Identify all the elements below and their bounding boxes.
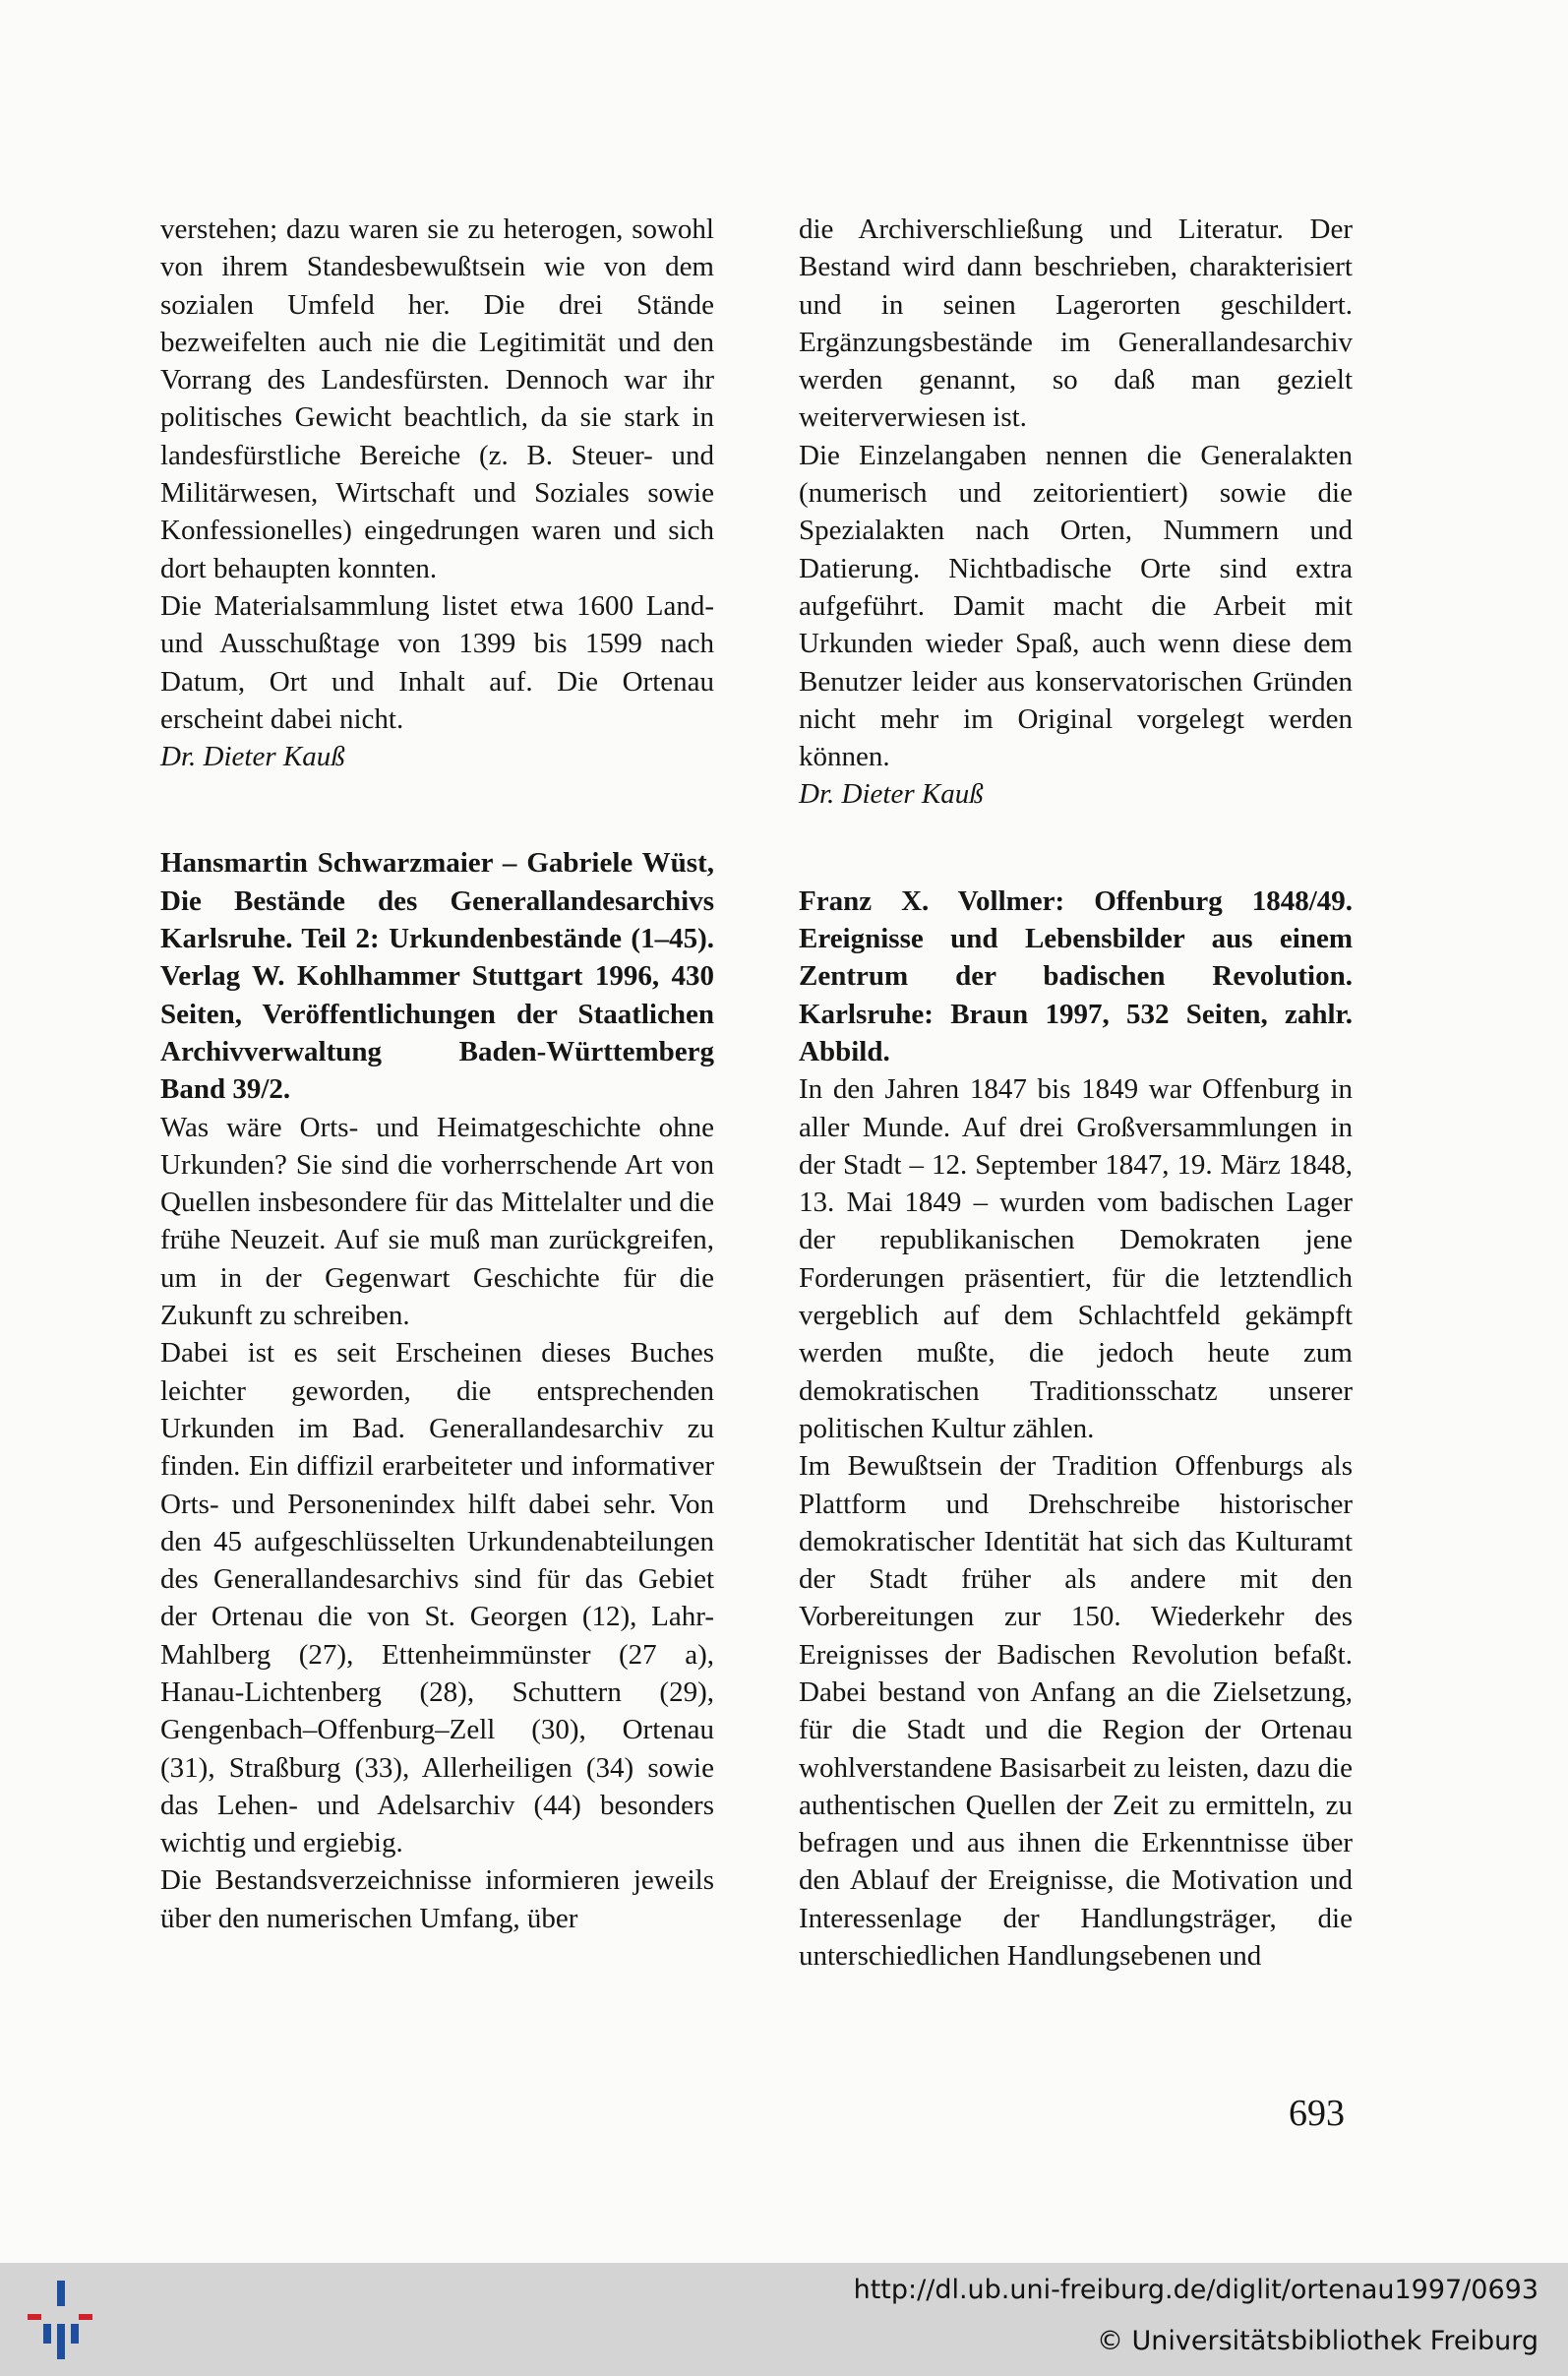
right-paragraph-4: Im Bewußtsein der Tradition Offenburgs als Plattform und Drehschreibe historischer demokratischer Identität hat sich das Kulturamt der Stadt früher als andere mit den Vorbereitungen zur 150. Wiederkehr des Ereignisses der Badischen Revolution befaßt. Dabei bestand von Anfang an die Zielsetzung, für die Stadt und die Region der Ortenau wohlverstandene Basisarbeit zu leisten, dazu die authentischen Quellen der Zeit zu ermitteln, zu befragen und aus ihnen die Erkenntnisse über den Ablauf der Ereignisse, die Motivation und Interessenlage der Handlungsträger, die unterschiedlichen Handlungsebenen und [799,1450,1353,1973]
right-paragraph-1: die Archiverschließung und Literatur. Der Bestand wird dann beschrieben, charakterisiert und in seinen Lagerorten geschildert. Ergänzungsbestände im Generallandesarchiv werden genannt, so daß man gezielt weiterverwiesen ist. [799,213,1353,434]
left-paragraph-1: verstehen; dazu waren sie zu heterogen, sowohl von ihrem Standesbewußtsein wie von dem sozialen Umfeld her. Die drei Stände bezweifelten auch nie die Legitimität und den Vorrang des Landesfürsten. Dennoch war ihr politisches Gewicht beachtlich, da sie stark in landesfürstliche Bereiche (z. B. Steuer- und Militärwesen, Wirtschaft und Soziales sowie Konfessionelles) eingedrungen waren und sich dort behaupten konnten. [160,213,714,584]
right-paragraph-3: In den Jahren 1847 bis 1849 war Offenburg in aller Munde. Auf drei Großversammlungen in der Stadt – 12. September 1847, 19. März 1848, 13. Mai 1849 – wurden vom badischen Lager der republikanischen Demokraten jene Forderungen präsentiert, für die letztendlich vergeblich auf dem Schlachtfeld gekämpft werden mußte, die jedoch heute zum demokratischen Traditionsschatz unserer politischen Kultur zählen. [799,1073,1353,1444]
left-paragraph-5: Die Bestandsverzeichnisse informieren jeweils über den numerischen Umfang, über [160,1864,714,1934]
left-column [160,211,714,1937]
ub-freiburg-logo-icon [18,2273,106,2366]
left-paragraph-3: Was wäre Orts- und Heimatgeschichte ohne Urkunden? Sie sind die vorherrschende Art von Quellen insbesondere für das Mittelalter und die frühe Neuzeit. Auf sie muß man zurückgreifen, um in der Gegenwart Geschichte für die Zukunft zu schreiben. [160,1111,714,1332]
page-number: 693 [1289,2093,1345,2134]
left-paragraph-2: Die Materialsammlung listet etwa 1600 Land- und Ausschußtage von 1399 bis 1599 nach Datum, Ort und Inhalt auf. Die Ortenau erscheint dabei nicht. [160,589,714,735]
right-paragraph-2: Die Einzelangaben nennen die Generalakten (numerisch und zeitorientiert) sowie die Spezialakten nach Orten, Nummern und Datierung. Nichtbadische Orte sind extra aufgeführt. Damit macht die Arbeit mit Urkunden wieder Spaß, auch wenn diese dem Benutzer leider aus konservatorischen Gründen nicht mehr im Original vorgelegt werden können. [799,439,1353,773]
source-url-link[interactable]: http://dl.ub.uni-freiburg.de/diglit/ortenau1997/0693 [853,2275,1538,2305]
left-signature: Dr. Dieter Kauß [160,741,345,773]
left-paragraph-4: Dabei ist es seit Erscheinen dieses Buches leichter geworden, die entsprechenden Urkunden im Bad. Generallandesarchiv zu finden. Ein diffizil erarbeiteter und informativer Orts- und Personenindex hilft dabei sehr. Von den 45 aufgeschlüsselten Urkundenabteilungen des Generallandesarchivs sind für das Gebiet der Ortenau die von St. Georgen (12), Lahr-Mahlberg (27), Ettenheimmünster (27 a), Hanau-Lichtenberg (28), Schuttern (29), Gengenbach–Offenburg–Zell (30), Ortenau (31), Straßburg (33), Allerheiligen (34) sowie das Lehen- und Adelsarchiv (44) besonders wichtig und ergiebig. [160,1337,714,1859]
right-column [799,211,1353,1975]
left-review-heading: Hansmartin Schwarzmaier – Gabriele Wüst, Die Bestände des Generallandesarchivs Karlsruhe. Teil 2: Urkundenbestände (1–45). Verlag W. Kohlhammer Stuttgart 1996, 430 Seiten, Veröffentlichungen der Staatlichen Archivverwaltung Baden-Württemberg Band 39/2. [160,847,714,1106]
right-signature: Dr. Dieter Kauß [799,778,984,811]
footer-bar [0,2263,1568,2376]
right-review-heading: Franz X. Vollmer: Offenburg 1848/49. Ereignisse und Lebensbilder aus einem Zentrum der badischen Revolution. Karlsruhe: Braun 1997, 532 Seiten, zahlr. Abbild. [799,884,1353,1067]
copyright-text: © Universitätsbibliothek Freiburg [1096,2326,1538,2356]
